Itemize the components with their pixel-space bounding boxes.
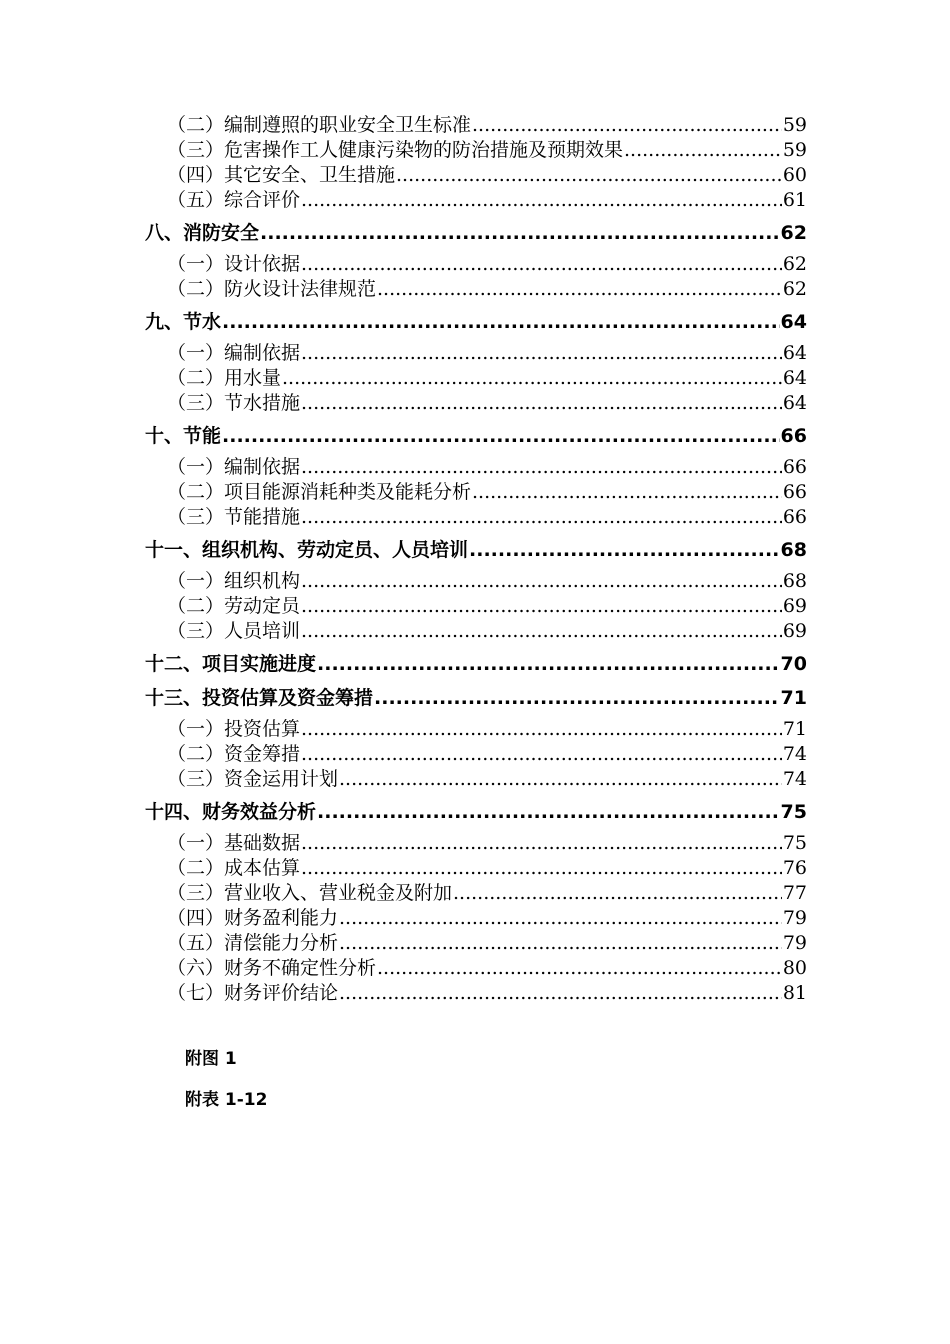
toc-chapter-entry[interactable] [145,536,807,564]
toc-dot-leader [396,163,782,188]
toc-chapter-entry[interactable] [145,798,807,826]
toc-dot-leader [301,188,782,213]
toc-dot-leader [301,619,782,644]
toc-section-entry[interactable] [145,391,807,416]
toc-page-number: 61 [782,189,807,211]
toc-chapter-entry[interactable] [145,650,807,678]
toc-page-number: 59 [782,114,807,136]
toc-section-entry[interactable] [145,831,807,856]
toc-section-entry[interactable] [145,767,807,792]
toc-entry-title: （四）财务盈利能力 [167,907,339,929]
toc-section-entry[interactable] [145,856,807,881]
toc-dot-leader [282,366,782,391]
toc-chapter-entry[interactable] [145,684,807,712]
toc-dot-leader [469,536,780,564]
toc-entry-title: 九、节水 [145,311,222,333]
toc-page-number: 69 [782,620,807,642]
toc-page-number: 81 [782,982,807,1004]
toc-page-number: 66 [780,425,807,447]
toc-entry-title: （六）财务不确定性分析 [167,957,377,979]
toc-dot-leader [301,717,782,742]
toc-dot-leader [472,113,782,138]
toc-entry-title: （二）资金筹措 [167,743,301,765]
toc-section-entry[interactable] [145,594,807,619]
toc-dot-leader [453,881,782,906]
toc-dot-leader [339,906,782,931]
toc-entry-title: （四）其它安全、卫生措施 [167,164,396,186]
toc-entry-title: （三）节水措施 [167,392,301,414]
toc-page-number: 79 [782,907,807,929]
toc-chapter-entry[interactable] [145,219,807,247]
toc-section-entry[interactable] [145,188,807,213]
toc-page-number: 74 [782,768,807,790]
toc-entry-title: （二）用水量 [167,367,282,389]
toc-dot-leader [301,252,782,277]
toc-dot-leader [317,798,780,826]
toc-entry-title: （五）综合评价 [167,189,301,211]
toc-dot-leader [624,138,782,163]
toc-dot-leader [301,742,782,767]
appendix-tables-label: 附表 1-12 [185,1090,268,1110]
toc-dot-leader [222,308,780,336]
toc-section-entry[interactable] [145,981,807,1006]
toc-entry-title: （七）财务评价结论 [167,982,339,1004]
toc-entry-title: 八、消防安全 [145,222,260,244]
toc-page-number: 62 [780,222,807,244]
toc-page-number: 62 [782,253,807,275]
toc-dot-leader [339,931,782,956]
toc-entry-title: 十二、项目实施进度 [145,653,317,675]
toc-section-entry[interactable] [145,931,807,956]
table-of-contents [145,113,807,1006]
toc-dot-leader [301,594,782,619]
toc-dot-leader [301,341,782,366]
toc-section-entry[interactable] [145,277,807,302]
toc-section-entry[interactable] [145,619,807,644]
toc-entry-title: （一）编制依据 [167,342,301,364]
toc-section-entry[interactable] [145,480,807,505]
toc-entry-title: 十四、财务效益分析 [145,801,317,823]
toc-page-number: 79 [782,932,807,954]
toc-entry-title: 十三、投资估算及资金筹措 [145,687,374,709]
toc-dot-leader [374,684,780,712]
toc-entry-title: （二）成本估算 [167,857,301,879]
toc-section-entry[interactable] [145,717,807,742]
toc-page-number: 62 [782,278,807,300]
toc-section-entry[interactable] [145,138,807,163]
toc-dot-leader [301,831,782,856]
toc-dot-leader [472,480,782,505]
toc-page-number: 66 [782,456,807,478]
toc-section-entry[interactable] [145,455,807,480]
toc-entry-title: （三）营业收入、营业税金及附加 [167,882,453,904]
toc-page-number: 64 [782,342,807,364]
toc-page-number: 75 [780,801,807,823]
toc-page-number: 66 [782,481,807,503]
toc-page-number: 68 [780,539,807,561]
toc-entry-title: （二）项目能源消耗种类及能耗分析 [167,481,472,503]
toc-section-entry[interactable] [145,956,807,981]
toc-page-number: 69 [782,595,807,617]
toc-dot-leader [222,422,780,450]
toc-chapter-entry[interactable] [145,422,807,450]
toc-entry-title: （二）劳动定员 [167,595,301,617]
toc-entry-title: （三）节能措施 [167,506,301,528]
toc-section-entry[interactable] [145,252,807,277]
toc-entry-title: （一）投资估算 [167,718,301,740]
appendix-figure-label: 附图 1 [185,1049,237,1069]
toc-page-number: 64 [782,392,807,414]
toc-dot-leader [301,856,782,881]
toc-page-number: 75 [782,832,807,854]
toc-section-entry[interactable] [145,113,807,138]
toc-entry-title: （三）资金运用计划 [167,768,339,790]
toc-page-number: 74 [782,743,807,765]
toc-dot-leader [339,767,782,792]
toc-entry-title: （一）编制依据 [167,456,301,478]
toc-page-number: 71 [782,718,807,740]
toc-dot-leader [301,455,782,480]
toc-section-entry[interactable] [145,341,807,366]
toc-entry-title: 十一、组织机构、劳动定员、人员培训 [145,539,469,561]
toc-section-entry[interactable] [145,742,807,767]
toc-dot-leader [260,219,780,247]
toc-page-number: 71 [780,687,807,709]
toc-entry-title: （二）防火设计法律规范 [167,278,377,300]
toc-dot-leader [339,981,782,1006]
toc-entry-title: （一）基础数据 [167,832,301,854]
toc-entry-title: （五）清偿能力分析 [167,932,339,954]
toc-page-number: 64 [780,311,807,333]
toc-page-number: 60 [782,164,807,186]
toc-entry-title: （一）组织机构 [167,570,301,592]
toc-dot-leader [317,650,780,678]
toc-page-number: 68 [782,570,807,592]
toc-page-number: 76 [782,857,807,879]
toc-dot-leader [377,956,782,981]
toc-page-number: 77 [782,882,807,904]
toc-section-entry[interactable] [145,366,807,391]
toc-section-entry[interactable] [145,881,807,906]
toc-page-number: 66 [782,506,807,528]
toc-section-entry[interactable] [145,906,807,931]
toc-page-number: 59 [782,139,807,161]
toc-page-number: 64 [782,367,807,389]
toc-dot-leader [301,505,782,530]
toc-section-entry[interactable] [145,569,807,594]
toc-page-number: 80 [782,957,807,979]
toc-dot-leader [301,391,782,416]
toc-entry-title: （二）编制遵照的职业安全卫生标准 [167,114,472,136]
toc-entry-title: （三）人员培训 [167,620,301,642]
toc-section-entry[interactable] [145,163,807,188]
toc-entry-title: （三）危害操作工人健康污染物的防治措施及预期效果 [167,139,624,161]
toc-page-number: 70 [780,653,807,675]
toc-entry-title: （一）设计依据 [167,253,301,275]
toc-section-entry[interactable] [145,505,807,530]
toc-chapter-entry[interactable] [145,308,807,336]
toc-dot-leader [301,569,782,594]
toc-entry-title: 十、节能 [145,425,222,447]
toc-dot-leader [377,277,782,302]
